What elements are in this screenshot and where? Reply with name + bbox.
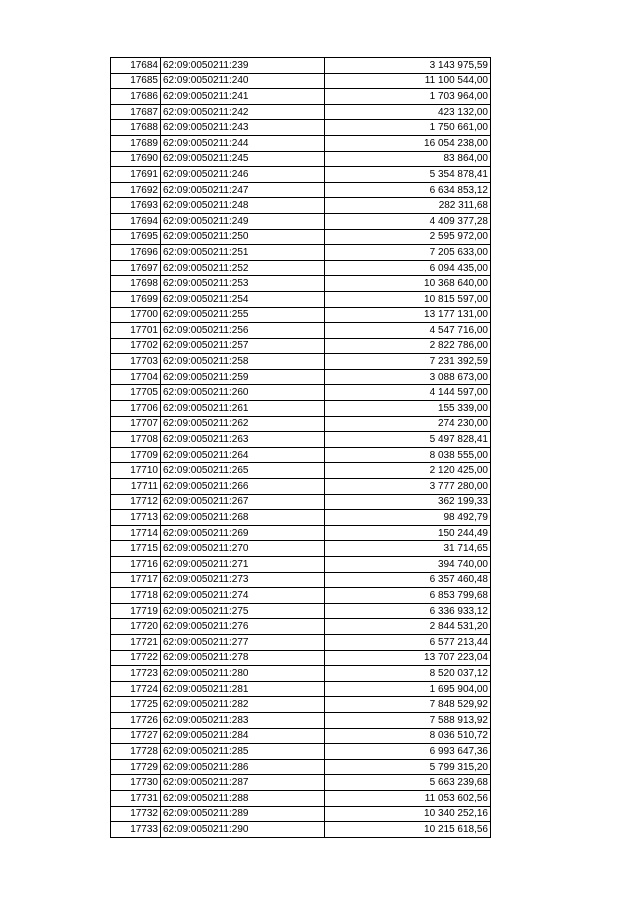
cadastral-number-cell: 62:09:0050211:276 [161,619,325,635]
row-number-cell: 17697 [111,260,161,276]
row-number-cell: 17717 [111,572,161,588]
cadastral-number-cell: 62:09:0050211:267 [161,494,325,510]
cadastral-number-cell: 62:09:0050211:274 [161,588,325,604]
row-number-cell: 17694 [111,213,161,229]
table-row [111,104,491,120]
row-number-cell: 17730 [111,775,161,791]
cadastral-number-cell: 62:09:0050211:256 [161,323,325,339]
row-number-cell: 17706 [111,401,161,417]
table-row [111,557,491,573]
cadastral-number-cell: 62:09:0050211:289 [161,806,325,822]
cadastral-number-cell: 62:09:0050211:281 [161,681,325,697]
row-number-cell: 17700 [111,307,161,323]
value-cell: 11 053 602,56 [325,790,491,806]
value-cell: 5 799 315,20 [325,759,491,775]
cadastral-number-cell: 62:09:0050211:275 [161,603,325,619]
table-row [111,354,491,370]
value-cell: 7 588 913,92 [325,712,491,728]
row-number-cell: 17698 [111,276,161,292]
table-body [111,58,491,838]
table-row [111,323,491,339]
row-number-cell: 17710 [111,463,161,479]
table-row [111,135,491,151]
value-cell: 274 230,00 [325,416,491,432]
cadastral-number-cell: 62:09:0050211:278 [161,650,325,666]
cadastral-number-cell: 62:09:0050211:243 [161,120,325,136]
row-number-cell: 17719 [111,603,161,619]
row-number-cell: 17714 [111,525,161,541]
cadastral-number-cell: 62:09:0050211:288 [161,790,325,806]
table-row [111,666,491,682]
table-row [111,182,491,198]
table-row [111,775,491,791]
row-number-cell: 17713 [111,510,161,526]
table-row [111,167,491,183]
table-row [111,73,491,89]
value-cell: 2 595 972,00 [325,229,491,245]
cadastral-number-cell: 62:09:0050211:251 [161,245,325,261]
row-number-cell: 17684 [111,58,161,74]
value-cell: 423 132,00 [325,104,491,120]
cadastral-number-cell: 62:09:0050211:259 [161,369,325,385]
table-row [111,744,491,760]
cadastral-number-cell: 62:09:0050211:262 [161,416,325,432]
cadastral-number-cell: 62:09:0050211:250 [161,229,325,245]
row-number-cell: 17725 [111,697,161,713]
value-cell: 6 634 853,12 [325,182,491,198]
cadastral-number-cell: 62:09:0050211:247 [161,182,325,198]
row-number-cell: 17686 [111,89,161,105]
value-cell: 5 354 878,41 [325,167,491,183]
cadastral-value-table [110,57,491,838]
value-cell: 10 340 252,16 [325,806,491,822]
row-number-cell: 17702 [111,338,161,354]
cadastral-number-cell: 62:09:0050211:245 [161,151,325,167]
table-row [111,728,491,744]
row-number-cell: 17728 [111,744,161,760]
cadastral-number-cell: 62:09:0050211:257 [161,338,325,354]
value-cell: 3 777 280,00 [325,479,491,495]
table-row [111,229,491,245]
row-number-cell: 17724 [111,681,161,697]
row-number-cell: 17695 [111,229,161,245]
cadastral-number-cell: 62:09:0050211:286 [161,759,325,775]
table-row [111,213,491,229]
cadastral-number-cell: 62:09:0050211:287 [161,775,325,791]
row-number-cell: 17685 [111,73,161,89]
cadastral-number-cell: 62:09:0050211:248 [161,198,325,214]
table-row [111,432,491,448]
value-cell: 7 205 633,00 [325,245,491,261]
value-cell: 4 144 597,00 [325,385,491,401]
row-number-cell: 17711 [111,479,161,495]
cadastral-number-cell: 62:09:0050211:283 [161,712,325,728]
cadastral-number-cell: 62:09:0050211:277 [161,634,325,650]
cadastral-number-cell: 62:09:0050211:282 [161,697,325,713]
table-row [111,369,491,385]
table-row [111,494,491,510]
cadastral-number-cell: 62:09:0050211:253 [161,276,325,292]
row-number-cell: 17715 [111,541,161,557]
cadastral-number-cell: 62:09:0050211:242 [161,104,325,120]
row-number-cell: 17726 [111,712,161,728]
value-cell: 10 215 618,56 [325,822,491,838]
value-cell: 2 844 531,20 [325,619,491,635]
row-number-cell: 17687 [111,104,161,120]
table-row [111,619,491,635]
value-cell: 6 357 460,48 [325,572,491,588]
row-number-cell: 17729 [111,759,161,775]
value-cell: 7 231 392,59 [325,354,491,370]
table-row [111,541,491,557]
row-number-cell: 17732 [111,806,161,822]
table-row [111,479,491,495]
row-number-cell: 17688 [111,120,161,136]
row-number-cell: 17708 [111,432,161,448]
value-cell: 4 409 377,28 [325,213,491,229]
value-cell: 3 088 673,00 [325,369,491,385]
row-number-cell: 17727 [111,728,161,744]
value-cell: 6 336 933,12 [325,603,491,619]
value-cell: 282 311,68 [325,198,491,214]
row-number-cell: 17692 [111,182,161,198]
value-cell: 6 577 213,44 [325,634,491,650]
table-row [111,307,491,323]
row-number-cell: 17720 [111,619,161,635]
cadastral-number-cell: 62:09:0050211:273 [161,572,325,588]
cadastral-number-cell: 62:09:0050211:280 [161,666,325,682]
value-cell: 6 094 435,00 [325,260,491,276]
row-number-cell: 17707 [111,416,161,432]
value-cell: 13 707 223,04 [325,650,491,666]
value-cell: 8 520 037,12 [325,666,491,682]
cadastral-number-cell: 62:09:0050211:240 [161,73,325,89]
table-row [111,822,491,838]
value-cell: 2 822 786,00 [325,338,491,354]
cadastral-number-cell: 62:09:0050211:249 [161,213,325,229]
value-cell: 31 714,65 [325,541,491,557]
cadastral-number-cell: 62:09:0050211:263 [161,432,325,448]
value-cell: 11 100 544,00 [325,73,491,89]
table-row [111,806,491,822]
cadastral-number-cell: 62:09:0050211:241 [161,89,325,105]
table-row [111,198,491,214]
cadastral-number-cell: 62:09:0050211:265 [161,463,325,479]
table-row [111,291,491,307]
table-row [111,650,491,666]
table-row [111,603,491,619]
row-number-cell: 17704 [111,369,161,385]
value-cell: 2 120 425,00 [325,463,491,479]
cadastral-number-cell: 62:09:0050211:268 [161,510,325,526]
table-row [111,681,491,697]
row-number-cell: 17709 [111,447,161,463]
cadastral-number-cell: 62:09:0050211:244 [161,135,325,151]
value-cell: 150 244,49 [325,525,491,541]
value-cell: 10 368 640,00 [325,276,491,292]
value-cell: 6 853 799,68 [325,588,491,604]
cadastral-number-cell: 62:09:0050211:290 [161,822,325,838]
table-row [111,245,491,261]
table-row [111,276,491,292]
row-number-cell: 17691 [111,167,161,183]
table-row [111,588,491,604]
table-row [111,463,491,479]
table-row [111,634,491,650]
value-cell: 394 740,00 [325,557,491,573]
row-number-cell: 17718 [111,588,161,604]
cadastral-number-cell: 62:09:0050211:254 [161,291,325,307]
table-row [111,572,491,588]
table-row [111,525,491,541]
row-number-cell: 17733 [111,822,161,838]
value-cell: 83 864,00 [325,151,491,167]
row-number-cell: 17721 [111,634,161,650]
value-cell: 98 492,79 [325,510,491,526]
table-row [111,416,491,432]
table-row [111,89,491,105]
row-number-cell: 17693 [111,198,161,214]
value-cell: 7 848 529,92 [325,697,491,713]
row-number-cell: 17703 [111,354,161,370]
cadastral-number-cell: 62:09:0050211:266 [161,479,325,495]
value-cell: 1 750 661,00 [325,120,491,136]
table-row [111,151,491,167]
value-cell: 16 054 238,00 [325,135,491,151]
value-cell: 8 038 555,00 [325,447,491,463]
table-row [111,447,491,463]
cadastral-number-cell: 62:09:0050211:284 [161,728,325,744]
row-number-cell: 17690 [111,151,161,167]
value-cell: 5 663 239,68 [325,775,491,791]
row-number-cell: 17731 [111,790,161,806]
value-cell: 6 993 647,36 [325,744,491,760]
row-number-cell: 17722 [111,650,161,666]
cadastral-number-cell: 62:09:0050211:285 [161,744,325,760]
table-row [111,58,491,74]
table-row [111,120,491,136]
row-number-cell: 17699 [111,291,161,307]
value-cell: 3 143 975,59 [325,58,491,74]
table-row [111,510,491,526]
row-number-cell: 17689 [111,135,161,151]
value-cell: 5 497 828,41 [325,432,491,448]
row-number-cell: 17696 [111,245,161,261]
value-cell: 362 199,33 [325,494,491,510]
cadastral-number-cell: 62:09:0050211:261 [161,401,325,417]
table-row [111,790,491,806]
row-number-cell: 17701 [111,323,161,339]
cadastral-number-cell: 62:09:0050211:270 [161,541,325,557]
table-row [111,697,491,713]
row-number-cell: 17723 [111,666,161,682]
table-row [111,385,491,401]
row-number-cell: 17705 [111,385,161,401]
row-number-cell: 17716 [111,557,161,573]
table-row [111,759,491,775]
table-row [111,260,491,276]
table-row [111,712,491,728]
table-row [111,401,491,417]
cadastral-number-cell: 62:09:0050211:239 [161,58,325,74]
value-cell: 155 339,00 [325,401,491,417]
value-cell: 8 036 510,72 [325,728,491,744]
value-cell: 1 703 964,00 [325,89,491,105]
cadastral-number-cell: 62:09:0050211:269 [161,525,325,541]
cadastral-number-cell: 62:09:0050211:258 [161,354,325,370]
value-cell: 4 547 716,00 [325,323,491,339]
cadastral-number-cell: 62:09:0050211:271 [161,557,325,573]
value-cell: 10 815 597,00 [325,291,491,307]
value-cell: 1 695 904,00 [325,681,491,697]
cadastral-number-cell: 62:09:0050211:255 [161,307,325,323]
cadastral-number-cell: 62:09:0050211:264 [161,447,325,463]
cadastral-number-cell: 62:09:0050211:260 [161,385,325,401]
row-number-cell: 17712 [111,494,161,510]
cadastral-number-cell: 62:09:0050211:246 [161,167,325,183]
cadastral-number-cell: 62:09:0050211:252 [161,260,325,276]
value-cell: 13 177 131,00 [325,307,491,323]
table-row [111,338,491,354]
